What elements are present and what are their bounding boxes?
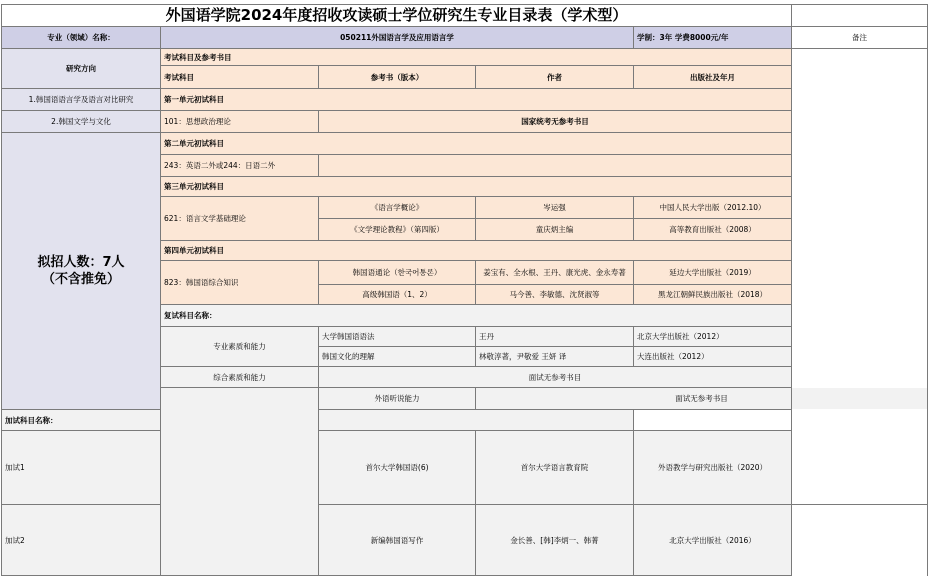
- book-cell: 大学韩国语语法: [319, 327, 476, 347]
- page-title: 外国语学院2024年度招收攻读硕士学位研究生专业目录表（学术型）: [2, 5, 792, 27]
- unit2-subject: 243：英语二外或244：日语二外: [161, 155, 319, 177]
- publisher-cell: 黑龙江朝鲜民族出版社（2018）: [634, 285, 792, 305]
- author-cell: 姜宝有、全水根、王丹、康光虎、金永寿著: [476, 261, 634, 285]
- publisher-cell: 北京大学出版社（2012）: [634, 327, 792, 347]
- unit1-label: 第一单元初试科目: [161, 89, 792, 111]
- book-cell: 韩国语通论（한국어통론）: [319, 261, 476, 285]
- major-label: 专业（领域）名称：: [2, 27, 161, 49]
- publisher-cell: 高等教育出版社（2008）: [634, 219, 792, 241]
- book-cell: 韩国文化的理解: [319, 347, 476, 367]
- quota-count: 拟招人数：7人: [37, 255, 125, 270]
- remarks-header: 备注: [792, 27, 928, 49]
- publisher-cell: 北京大学出版社（2016）: [634, 505, 792, 576]
- publisher-cell: 外语教学与研究出版社（2020）: [634, 431, 792, 505]
- book-cell: 新编韩国语写作: [319, 505, 476, 576]
- author-cell: 金长善、[韩]李炳一、韩菁: [476, 505, 634, 576]
- col-subject: 考试科目: [161, 66, 319, 89]
- direction-label: 研究方向: [2, 49, 161, 89]
- author-cell: 林敬淳著，尹敬爱 王妍 译: [476, 347, 634, 367]
- author-cell: 首尔大学语言教育院: [476, 431, 634, 505]
- retest-subject: 专业素质和能力: [161, 327, 319, 367]
- major-value: 050211外国语言学及应用语言学: [161, 27, 634, 49]
- author-cell: 马今善、李敏德、沈贤淑等: [476, 285, 634, 305]
- quota-note: （不含推免）: [41, 272, 120, 287]
- author-cell: 岑运强: [476, 197, 634, 219]
- exam-section-label: 考试科目及参考书目: [161, 49, 792, 66]
- book-cell: 首尔大学韩国语(6): [319, 431, 476, 505]
- remarks-column: [792, 49, 928, 505]
- publisher-cell: 延边大学出版社（2019）: [634, 261, 792, 285]
- extra-subject: 加试1: [2, 431, 161, 505]
- direction-item: 1.韩国语语言学及语言对比研究: [2, 89, 161, 111]
- col-publisher: 出版社及年月: [634, 66, 792, 89]
- unit3-label: 第三单元初试科目: [161, 177, 792, 197]
- unit2-book-empty: [319, 155, 792, 177]
- author-cell: 王丹: [476, 327, 634, 347]
- extra-label: 加试科目名称：: [2, 410, 634, 431]
- unit2-label: 第二单元初试科目: [161, 133, 792, 155]
- col-book: 参考书（版本）: [319, 66, 476, 89]
- book-cell: 《文学理论教程》（第四版）: [319, 219, 476, 241]
- publisher-cell: 中国人民大学出版（2012.10）: [634, 197, 792, 219]
- title-blank-cell: [792, 5, 928, 27]
- col-author: 作者: [476, 66, 634, 89]
- extra-subject: 加试2: [2, 505, 161, 576]
- retest-value: 面试无参考书目: [319, 367, 792, 388]
- book-cell: 高级韩国语（1、2）: [319, 285, 476, 305]
- author-cell: 童庆炳主编: [476, 219, 634, 241]
- unit4-label: 第四单元初试科目: [161, 241, 792, 261]
- quota-cell: [2, 133, 161, 410]
- direction-item: 2.韩国文学与文化: [2, 111, 161, 133]
- book-cell: 《语言学概论》: [319, 197, 476, 219]
- unit1-subject: 101：思想政治理论: [161, 111, 319, 133]
- retest-subject: 综合素质和能力: [161, 367, 319, 388]
- publisher-cell: 大连出版社（2012）: [634, 347, 792, 367]
- retest-label: 复试科目名称：: [161, 305, 792, 327]
- major-catalog-table: [1, 4, 928, 576]
- unit1-book: 国家统考无参考书目: [319, 111, 792, 133]
- retest-value: 面试无参考书目: [476, 388, 928, 410]
- unit4-subject: 823：韩国语综合知识: [161, 261, 319, 305]
- duration-fee: 学制：3年 学费8000元/年: [634, 27, 792, 49]
- unit3-subject: 621：语言文学基础理论: [161, 197, 319, 241]
- retest-subject: 外语听说能力: [319, 388, 476, 410]
